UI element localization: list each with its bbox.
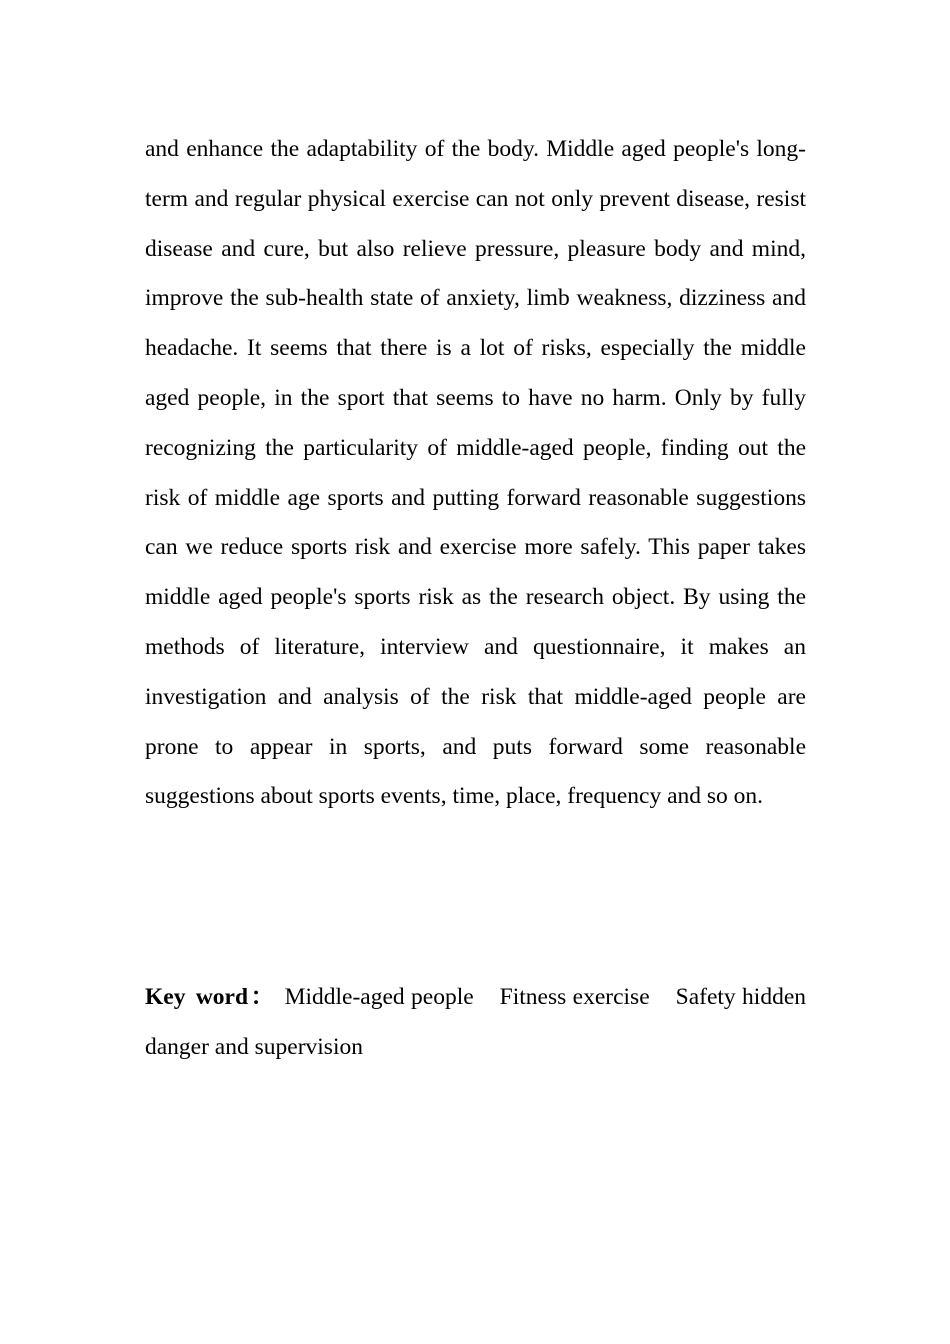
keyword-item: Safety hidden danger and supervision [145,984,806,1060]
keyword-item: Middle-aged people [284,984,474,1010]
keywords-label: Key word [145,984,249,1010]
keywords-paragraph [145,973,806,1073]
abstract-paragraph: and enhance the adaptability of the body. Middle aged people's long-term and regular physical exercise can not only prevent disease, resist disease and cure, but also relieve pressure, pleasure body and mind, improve the sub-health state of anxiety, limb weakness, dizziness and headache. It seems that there is a lot of risks, especially the middle aged people, in the sport that seems to have no harm. Only by fully recognizing the particularity of middle-aged people, finding out the risk of middle age sports and putting forward reasonable suggestions can we reduce sports risk and exercise more safely. This paper takes middle aged people's sports risk as the research object. By using the methods of literature, interview and questionnaire, it makes an investigation and analysis of the risk that middle-aged people are prone to appear in sports, and puts forward some reasonable suggestions about sports events, time, place, frequency and so on. [145,136,806,810]
abstract-body [145,125,806,822]
keywords-separator: ： [250,984,275,1010]
keyword-item: Fitness exercise [499,984,650,1010]
keywords-section [145,973,806,1073]
